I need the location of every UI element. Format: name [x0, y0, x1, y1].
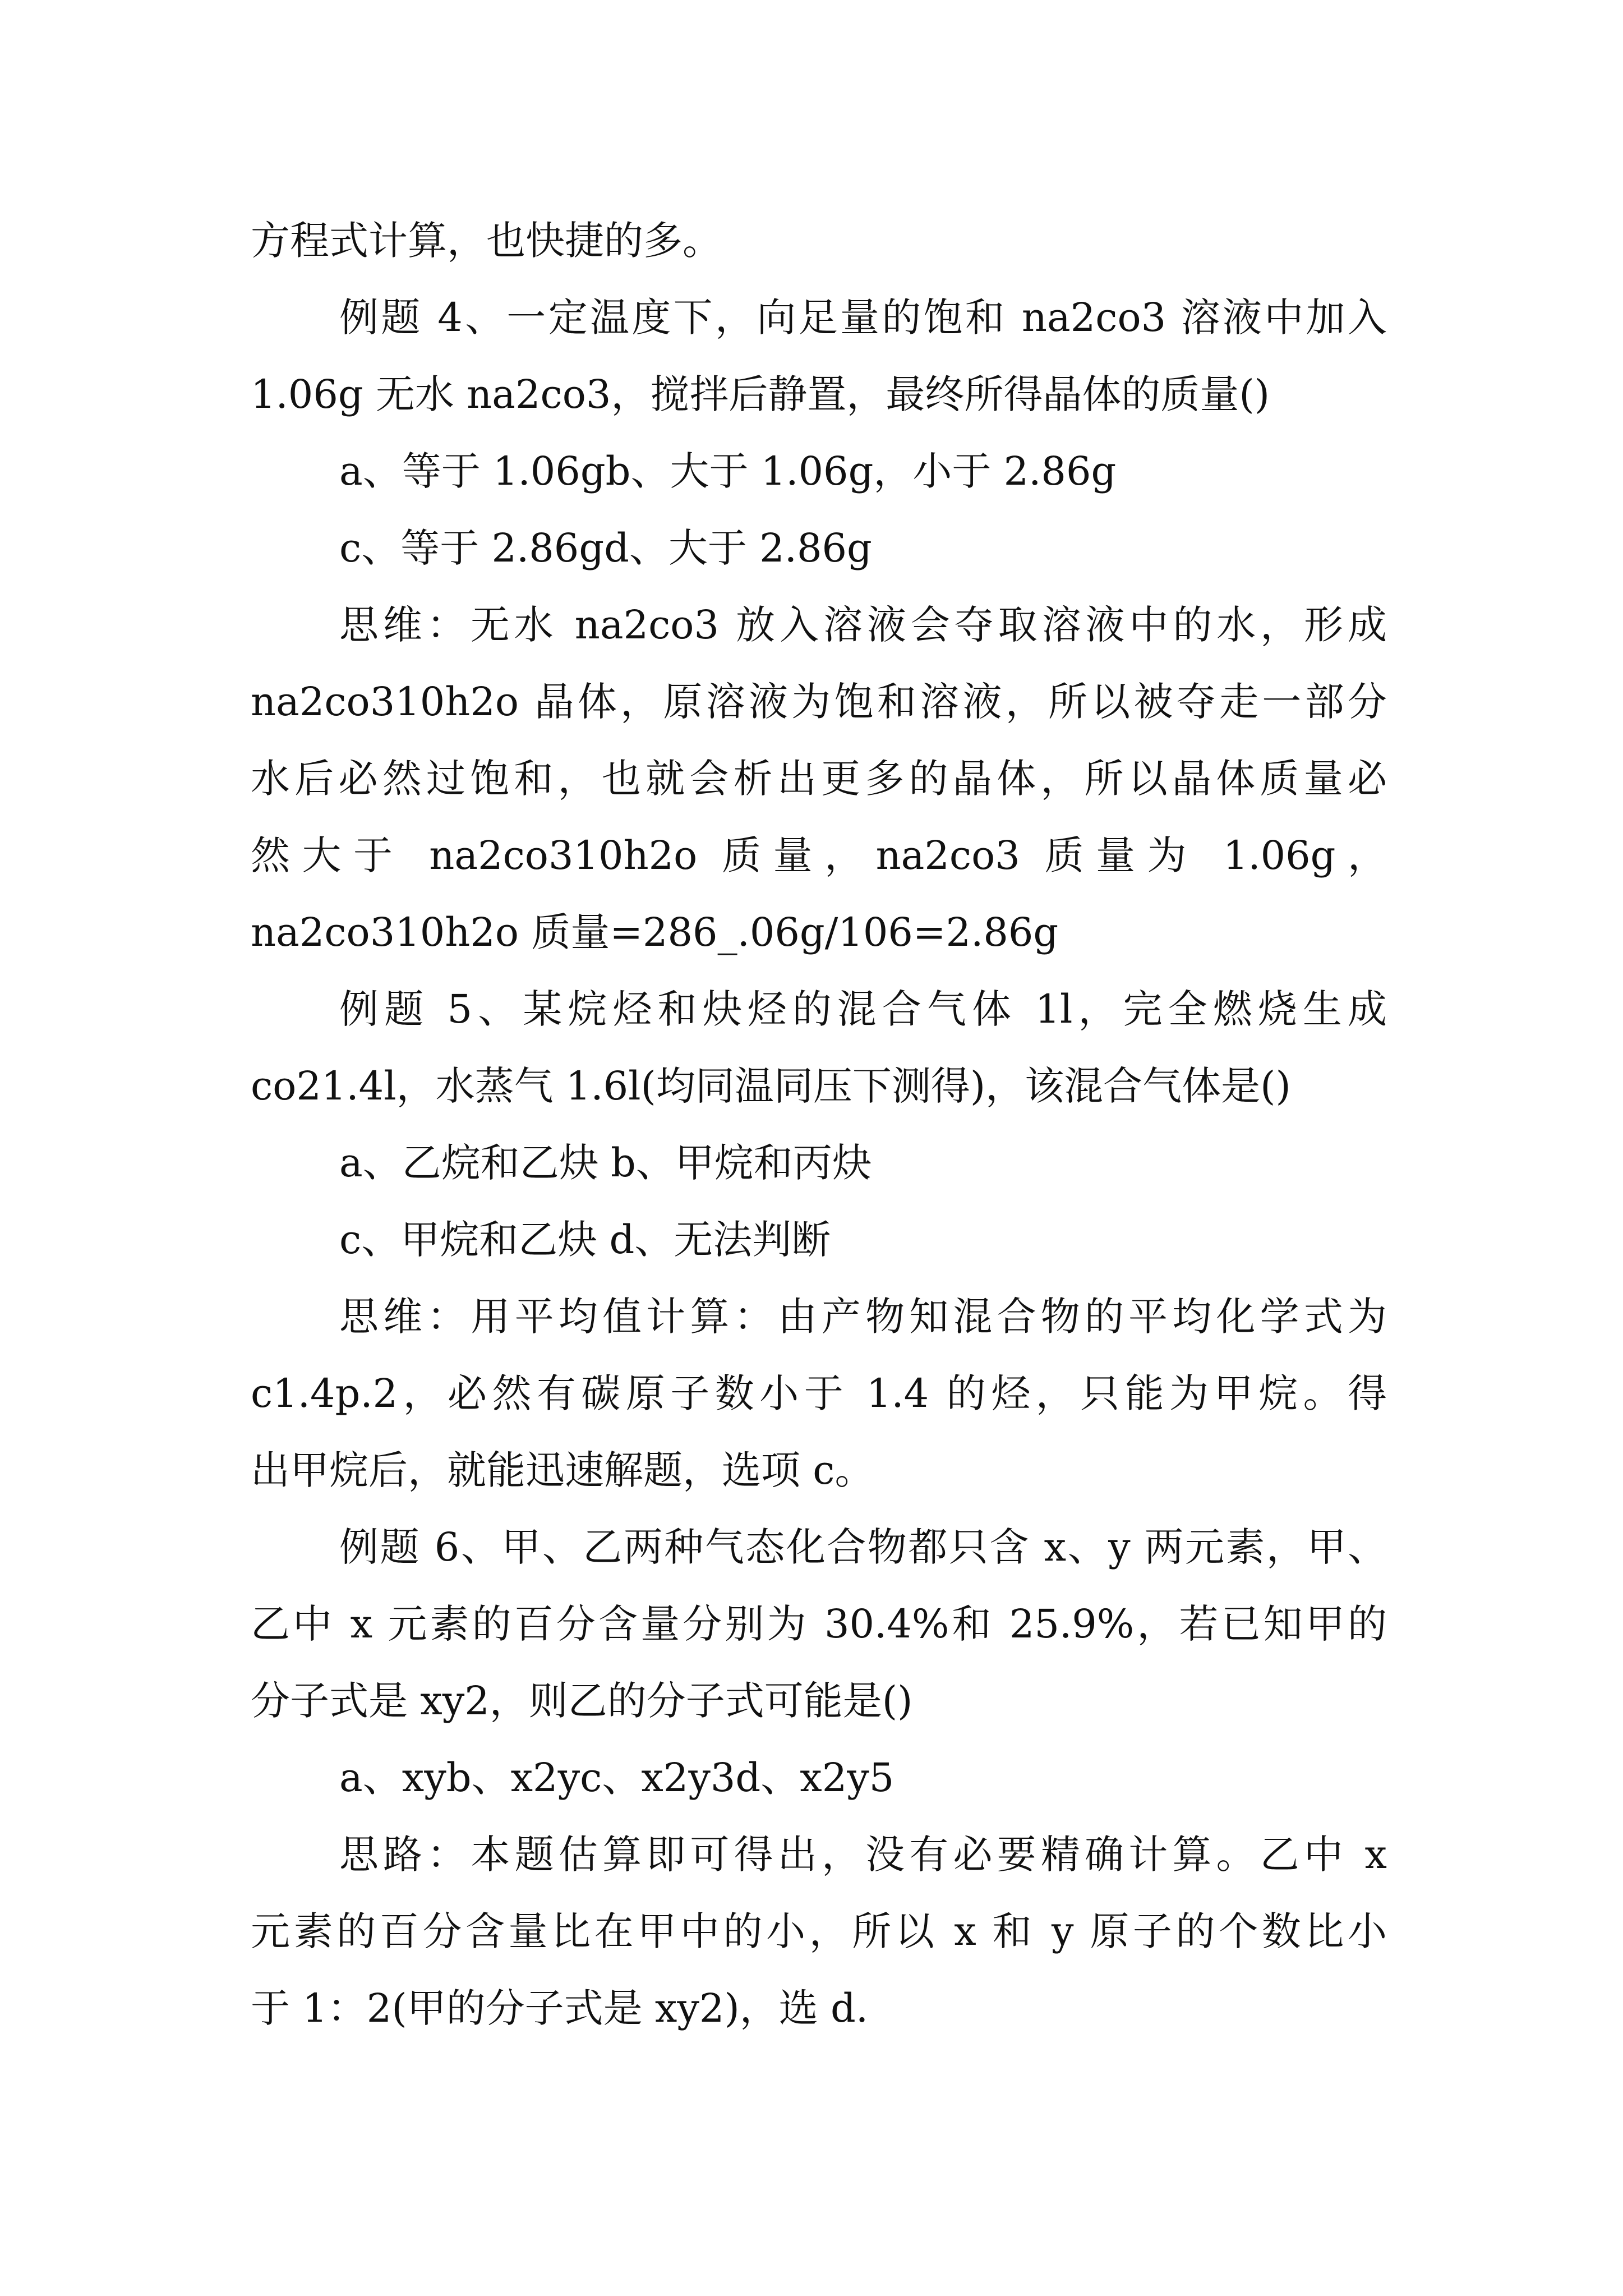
paragraph	[251, 971, 1387, 1125]
text-line: a、xyb、x2yc、x2y3d、x2y5	[339, 1755, 895, 1801]
text-line: 水后必然过饱和，也就会析出更多的晶体，所以晶体质量必	[251, 756, 1387, 802]
document-body	[251, 203, 1387, 2047]
paragraph	[251, 203, 1387, 279]
paragraph	[251, 433, 1387, 510]
paragraph	[251, 1816, 1387, 2047]
text-line: 然大于 na2co310h2o 质量，na2co3 质量为 1.06g，	[251, 832, 1387, 878]
text-line: c1.4p.2，必然有碳原子数小于 1.4 的烃，只能为甲烷。得	[251, 1370, 1387, 1416]
text-line: 例题 4、一定温度下，向足量的饱和 na2co3 溶液中加入	[339, 295, 1387, 341]
text-line: 例题 6、甲、乙两种气态化合物都只含 x、y 两元素，甲、	[339, 1524, 1387, 1570]
text-line: a、等于 1.06gb、大于 1.06g，小于 2.86g	[339, 448, 1117, 494]
text-line: 思维：无水 na2co3 放入溶液会夺取溶液中的水，形成	[339, 602, 1387, 648]
paragraph	[251, 1202, 1387, 1278]
paragraph	[251, 1125, 1387, 1202]
text-line: 分子式是 xy2，则乙的分子式可能是()	[251, 1678, 913, 1724]
text-line: 方程式计算，也快捷的多。	[251, 218, 722, 264]
text-line: 例题 5、某烷烃和炔烃的混合气体 1l，完全燃烧生成	[339, 986, 1387, 1032]
text-line: c、甲烷和乙炔 d、无法判断	[339, 1217, 831, 1263]
paragraph	[251, 587, 1387, 971]
text-line: 元素的百分含量比在甲中的小，所以 x 和 y 原子的个数比小	[251, 1908, 1387, 1954]
text-line: na2co310h2o 晶体，原溶液为饱和溶液，所以被夺走一部分	[251, 679, 1387, 725]
paragraph	[251, 510, 1387, 587]
text-line: 思维：用平均值计算：由产物知混合物的平均化学式为	[339, 1294, 1387, 1340]
text-line: 乙中 x 元素的百分含量分别为 30.4%和 25.9%，若已知甲的	[251, 1601, 1387, 1647]
paragraph	[251, 279, 1387, 433]
text-line: co21.4l，水蒸气 1.6l(均同温同压下测得)，该混合气体是()	[251, 1063, 1291, 1109]
paragraph	[251, 1509, 1387, 1740]
text-line: c、等于 2.86gd、大于 2.86g	[339, 525, 872, 571]
paragraph	[251, 1740, 1387, 1816]
text-line: a、乙烷和乙炔 b、甲烷和丙炔	[339, 1140, 872, 1186]
text-line: 思路：本题估算即可得出，没有必要精确计算。乙中 x	[339, 1832, 1387, 1878]
text-line: 1.06g 无水 na2co3，搅拌后静置，最终所得晶体的质量()	[251, 371, 1270, 417]
paragraph	[251, 1278, 1387, 1509]
text-line: na2co310h2o 质量=286_.06g/106=2.86g	[251, 909, 1059, 955]
text-line: 于 1：2(甲的分子式是 xy2)，选 d.	[251, 1985, 869, 2031]
text-line: 出甲烷后，就能迅速解题，选项 c。	[251, 1447, 874, 1493]
